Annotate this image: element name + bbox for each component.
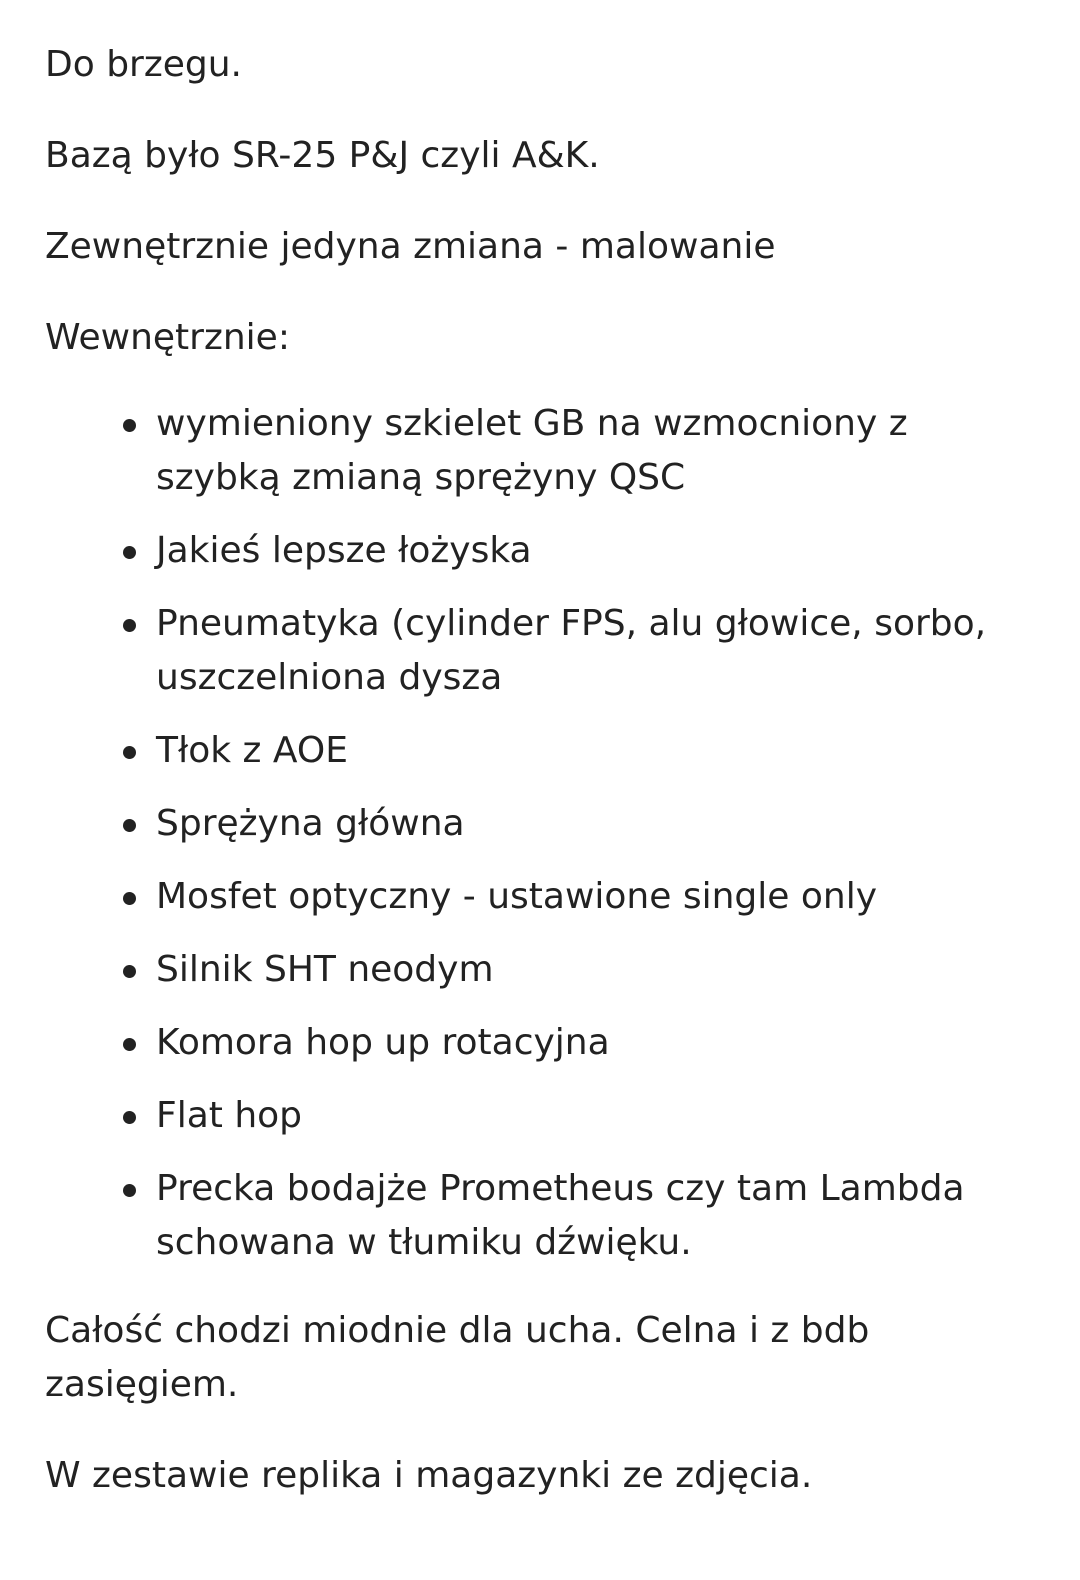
list-item <box>156 597 1035 705</box>
list-item <box>156 724 1035 778</box>
bullet-icon <box>123 1184 136 1197</box>
list-item <box>156 797 1035 851</box>
list-item-text: Sprężyna główna <box>156 803 465 844</box>
list-item <box>156 1016 1035 1070</box>
bullet-icon <box>123 965 136 978</box>
list-item-text: Pneumatyka (cylinder FPS, alu głowice, sorbo, uszczelniona dysza <box>156 603 987 698</box>
paragraph-internal-heading: Wewnętrznie: <box>45 317 290 358</box>
list-item-text: Flat hop <box>156 1095 303 1136</box>
bullet-icon <box>123 819 136 832</box>
list-item-text: Silnik SHT neodym <box>156 949 494 990</box>
paragraph-external: Zewnętrznie jedyna zmiana - malowanie <box>45 226 776 267</box>
list-item <box>156 870 1035 924</box>
list-item <box>156 397 1035 505</box>
bullet-icon <box>123 419 136 432</box>
paragraph-bundle: W zestawie replika i magazynki ze zdjęcia. <box>45 1455 813 1496</box>
list-item-text: Tłok z AOE <box>156 730 348 771</box>
bullet-icon <box>123 746 136 759</box>
list-item <box>156 1162 1035 1270</box>
list-item <box>156 1089 1035 1143</box>
post-body <box>45 38 1035 1503</box>
bullet-icon <box>123 1111 136 1124</box>
paragraph-base: Bazą było SR-25 P&J czyli A&K. <box>45 135 600 176</box>
list-item-text: Mosfet optyczny - ustawione single only <box>156 876 878 917</box>
paragraph-intro: Do brzegu. <box>45 44 242 85</box>
bullet-icon <box>123 1038 136 1051</box>
list-item-text: Precka bodajże Prometheus czy tam Lambda schowana w tłumiku dźwięku. <box>156 1168 965 1263</box>
list-item-text: Jakieś lepsze łożyska <box>156 530 532 571</box>
bullet-icon <box>123 892 136 905</box>
list-item-text: wymieniony szkielet GB na wzmocniony z szybką zmianą sprężyny QSC <box>156 403 908 498</box>
paragraph-summary: Całość chodzi miodnie dla ucha. Celna i z bdb zasięgiem. <box>45 1310 870 1405</box>
bullet-icon <box>123 546 136 559</box>
bullet-icon <box>123 619 136 632</box>
list-item <box>156 524 1035 578</box>
list-item <box>156 943 1035 997</box>
upgrades-list <box>45 397 1035 1270</box>
list-item-text: Komora hop up rotacyjna <box>156 1022 610 1063</box>
